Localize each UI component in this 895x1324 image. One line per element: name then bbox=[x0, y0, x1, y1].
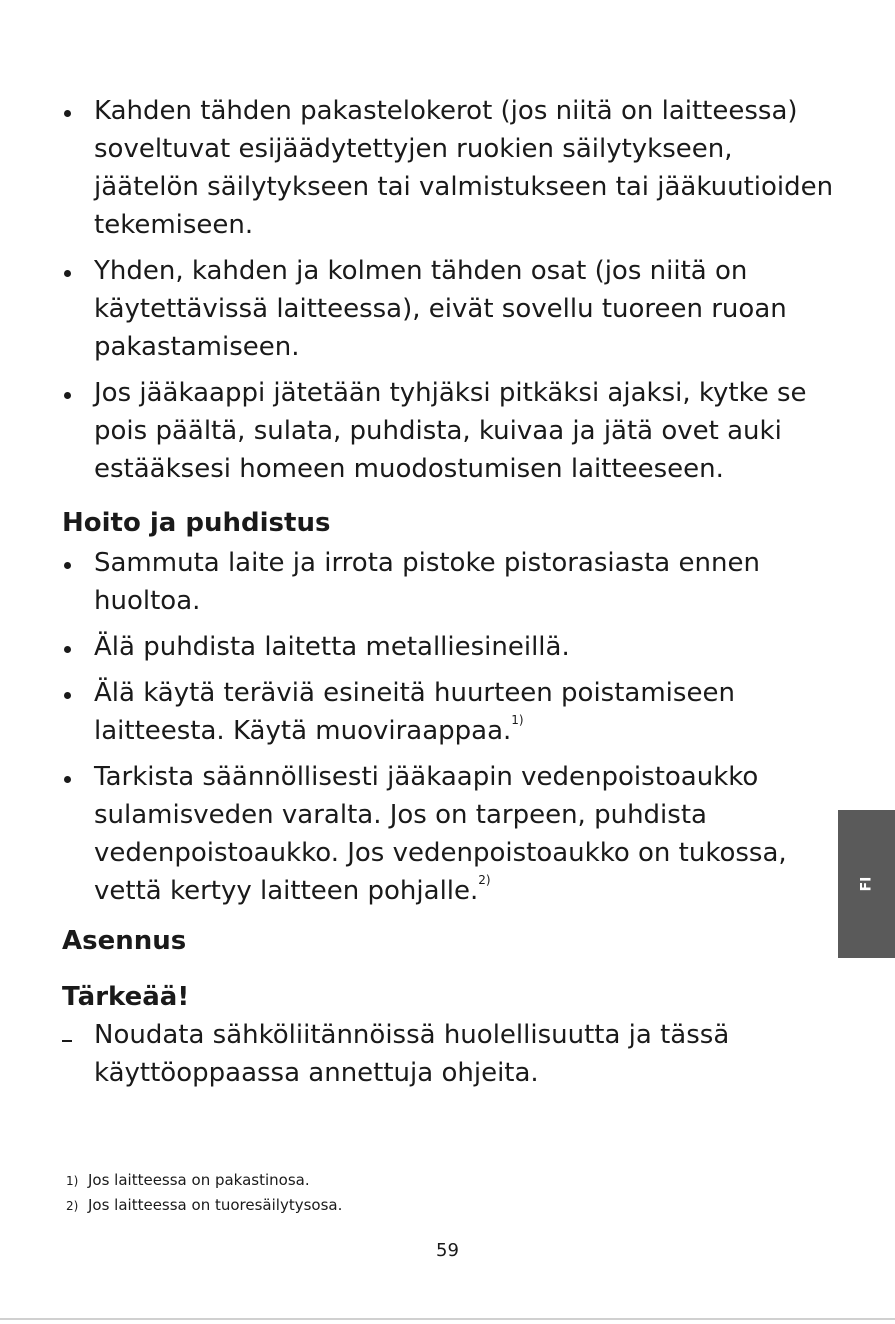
footnote-text: Jos laitteessa on tuoresäilytysosa. bbox=[88, 1196, 343, 1214]
list-item: Sammuta laite ja irrota pistoke pistorasiasta ennen huoltoa. bbox=[94, 548, 760, 616]
footnotes bbox=[66, 1168, 342, 1218]
care-heading: Hoito ja puhdistus bbox=[62, 508, 331, 538]
footnote-ref: 2) bbox=[478, 873, 491, 887]
language-tab bbox=[838, 810, 895, 958]
list-item: Yhden, kahden ja kolmen tähden osat (jos niitä on käytettävissä laitteessa), eivät sovellu tuoreen ruoan pakastamiseen. bbox=[94, 256, 787, 362]
footnote-number: 1) bbox=[66, 1174, 79, 1188]
footnote bbox=[66, 1168, 342, 1193]
install-heading: Asennus bbox=[62, 926, 187, 956]
page-edge-divider bbox=[0, 1318, 895, 1320]
list-item: Älä käytä teräviä esineitä huurteen poistamiseen laitteesta. Käytä muoviraappaa.$^{1)}$ bbox=[94, 678, 735, 746]
footnote-ref: 1) bbox=[511, 713, 524, 727]
list-item: Älä puhdista laitetta metalliesineillä. bbox=[94, 632, 570, 662]
list-item: Jos jääkaappi jätetään tyhjäksi pitkäksi ajaksi, kytke se pois päältä, sulata, puhdista, kuivaa ja jätä ovet auki estääksesi homeen muodostumisen laitteeseen. bbox=[94, 378, 807, 484]
install-dash-list bbox=[62, 1016, 842, 1100]
list-item: Noudata sähköliitännöissä huolellisuutta ja tässä käyttöoppaassa annettuja ohjeita. bbox=[94, 1020, 730, 1088]
care-bullet-list bbox=[62, 544, 842, 918]
storage-bullet-list bbox=[62, 92, 842, 496]
list-item: Tarkista säännöllisesti jääkaapin vedenpoistoaukko sulamisveden varalta. Jos on tarpeen, puhdista vedenpoistoaukko. Jos vedenpoistoaukko on tukossa, vettä kertyy laitteen pohjalle.$^{2)}$ bbox=[94, 762, 787, 906]
page-number: 59 bbox=[436, 1240, 459, 1261]
language-tab-label: FI bbox=[858, 876, 875, 892]
footnote-number: 2) bbox=[66, 1199, 79, 1213]
list-item: Kahden tähden pakastelokerot (jos niitä on laitteessa) soveltuvat esijäädytettyjen ruokien säilytykseen, jäätelön säilytykseen tai valmistukseen tai jääkuutioiden tekemiseen. bbox=[94, 96, 834, 240]
footnote-text: Jos laitteessa on pakastinosa. bbox=[88, 1171, 310, 1189]
footnote bbox=[66, 1193, 342, 1218]
important-subheading: Tärkeää! bbox=[62, 982, 190, 1012]
